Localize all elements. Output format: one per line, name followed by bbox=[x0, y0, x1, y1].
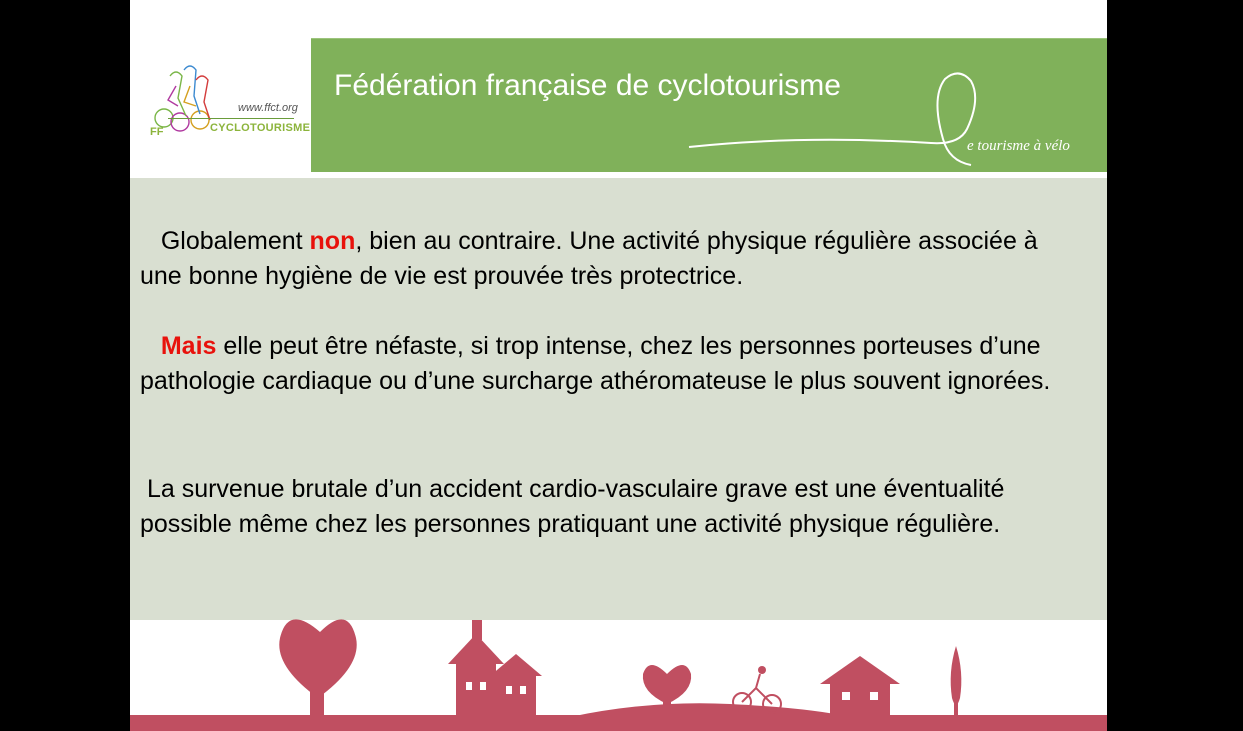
banner-title: Fédération française de cyclotourisme bbox=[334, 69, 841, 102]
content-panel bbox=[130, 178, 1107, 620]
cypress-tree-icon bbox=[951, 646, 962, 718]
logo-ff: FF bbox=[150, 126, 164, 138]
logo-url: www.ffct.org bbox=[238, 102, 298, 114]
ground-strip bbox=[130, 715, 1107, 731]
countryside-silhouette bbox=[130, 612, 1107, 731]
emphasis-non: non bbox=[309, 227, 356, 255]
logo-cyclotourisme: CYCLOTOURISME bbox=[210, 122, 311, 134]
paragraph-1 bbox=[140, 224, 1080, 294]
slide bbox=[130, 0, 1107, 731]
banner-tagline: e tourisme à vélo bbox=[967, 138, 1070, 154]
p1-text: , bien au contraire. Une activité physique régulière associée à une bonne hygiène de vie est prouvée très protectrice. bbox=[140, 227, 1038, 290]
heart-tree-icon bbox=[279, 619, 356, 718]
p3-text: La survenue brutale d’un accident cardio-vasculaire grave est une éventualité possible même chez les personnes pratiquant une activité physique régulière. bbox=[140, 475, 1012, 538]
paragraph-2 bbox=[140, 329, 1080, 399]
title-banner bbox=[311, 38, 1107, 172]
ffct-logo bbox=[136, 56, 311, 152]
p1-indent: Globalement bbox=[140, 227, 310, 255]
logo-divider bbox=[168, 118, 294, 119]
emphasis-mais: Mais bbox=[160, 332, 217, 360]
p2-text: elle peut être néfaste, si trop intense, chez les personnes porteuses d’une pathologie cardiaque ou d’une surcharge athéromateuse le plus souvent ignorées. bbox=[140, 332, 1051, 395]
hill-shape bbox=[570, 703, 850, 717]
p2-indent bbox=[140, 332, 161, 360]
paragraph-3 bbox=[140, 472, 1080, 542]
small-house-icon bbox=[820, 656, 900, 718]
house-icon bbox=[448, 620, 542, 718]
